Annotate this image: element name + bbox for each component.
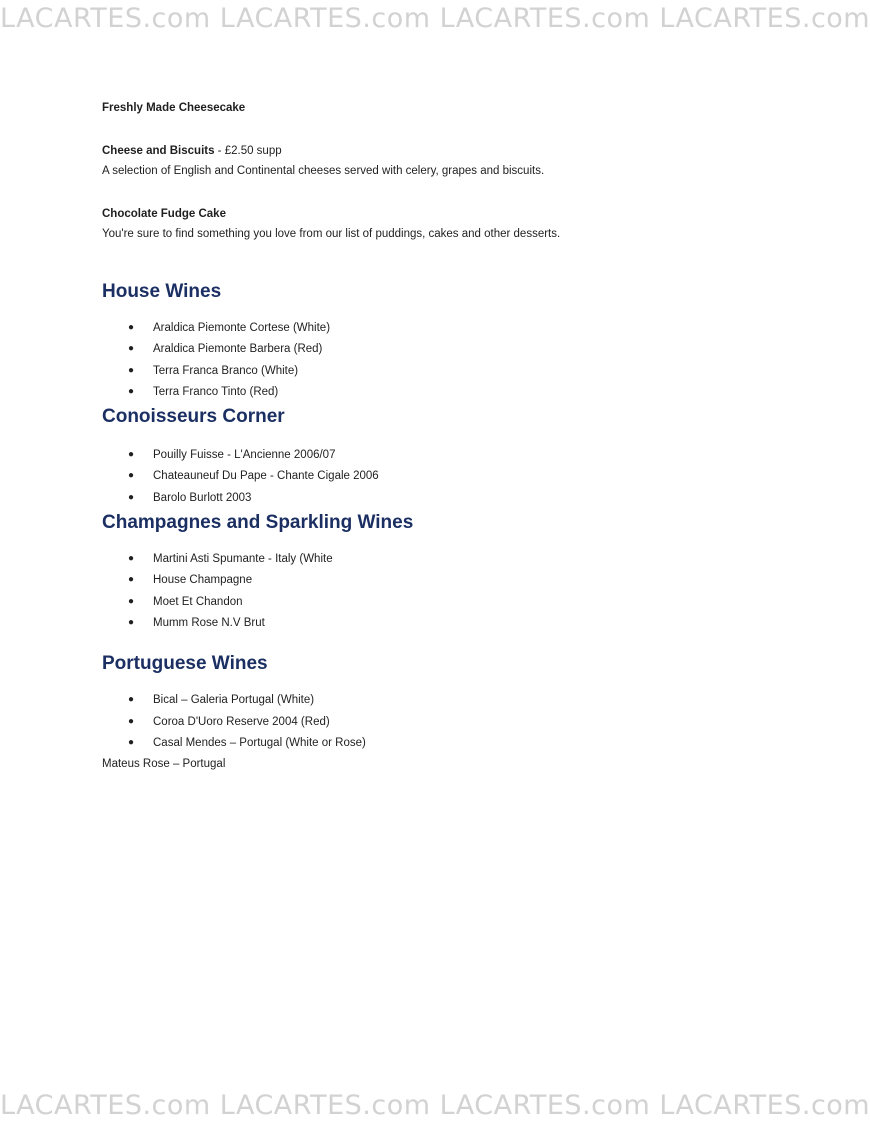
bullet-icon: ● <box>128 385 135 397</box>
list-item <box>128 320 802 341</box>
section-heading: House Wines <box>102 281 222 302</box>
wine-name: Casal Mendes – Portugal (White or Rose) <box>153 736 366 749</box>
list-item <box>128 572 802 593</box>
bullet-icon: ● <box>128 715 135 727</box>
bullet-icon: ● <box>128 616 135 628</box>
wine-name: Chateauneuf Du Pape - Chante Cigale 2006 <box>153 470 379 483</box>
wine-name: Araldica Piemonte Cortese (White) <box>153 322 331 334</box>
dessert-item <box>102 143 802 179</box>
wine-section-champagnes <box>102 511 802 636</box>
dessert-description: You're sure to find something you love from our list of puddings, cakes and other desserts. <box>102 228 561 240</box>
list-item <box>128 490 802 511</box>
list-item <box>128 594 802 615</box>
dessert-title: Freshly Made Cheesecake <box>102 102 246 114</box>
wine-name: Martini Asti Spumante - Italy (White <box>153 553 333 566</box>
bullet-icon: ● <box>128 736 135 748</box>
dessert-item <box>102 206 802 242</box>
section-heading: Portuguese Wines <box>102 653 268 675</box>
wine-section-portuguese <box>102 652 802 772</box>
bullet-icon: ● <box>128 574 135 586</box>
section-heading: Champagnes and Sparkling Wines <box>102 512 414 534</box>
dessert-item <box>102 100 802 116</box>
wine-name: Coroa D'Uoro Reserve 2004 (Red) <box>153 715 330 728</box>
wine-name: Terra Franco Tinto (Red) <box>153 385 279 398</box>
bullet-icon: ● <box>128 449 135 461</box>
bullet-icon: ● <box>128 694 135 706</box>
wine-name: House Champagne <box>153 574 253 587</box>
trailing-wine-line: Mateus Rose – Portugal <box>102 758 226 771</box>
watermark-top: LACARTES.com LACARTES.com LACARTES.com LACARTES.com <box>0 3 870 34</box>
wine-name: Araldica Piemonte Barbera (Red) <box>153 343 323 356</box>
bullet-icon: ● <box>128 491 135 503</box>
wine-list <box>102 551 802 636</box>
list-item <box>128 363 802 384</box>
list-item <box>128 615 802 636</box>
wine-name: Moet Et Chandon <box>153 595 243 608</box>
list-item <box>128 468 802 489</box>
list-item <box>128 551 802 572</box>
wine-name: Terra Franca Branco (White) <box>153 364 299 377</box>
list-item <box>128 384 802 405</box>
bullet-icon: ● <box>128 364 135 376</box>
menu-page-content <box>102 100 802 772</box>
dessert-title: Chocolate Fudge Cake <box>102 208 226 220</box>
wine-name: Barolo Burlott 2003 <box>153 491 252 504</box>
dessert-name: Cheese and Biscuits <box>102 145 215 157</box>
list-item <box>128 735 802 756</box>
wine-section-house <box>102 280 802 405</box>
wine-name: Mumm Rose N.V Brut <box>153 616 265 629</box>
bullet-icon: ● <box>128 470 135 482</box>
bullet-icon: ● <box>128 343 135 355</box>
dessert-description: A selection of English and Continental cheeses served with celery, grapes and biscuits. <box>102 165 545 177</box>
bullet-icon: ● <box>128 595 135 607</box>
wine-name: Bical – Galeria Portugal (White) <box>153 694 315 707</box>
list-item <box>128 341 802 362</box>
wine-section-conoisseurs <box>102 405 802 511</box>
bullet-icon: ● <box>128 553 135 565</box>
wine-name: Pouilly Fuisse - L'Ancienne 2006/07 <box>153 449 336 462</box>
bullet-icon: ● <box>128 322 135 333</box>
dessert-supplement: - £2.50 supp <box>214 145 282 157</box>
list-item <box>128 692 802 713</box>
list-item <box>128 447 802 468</box>
wine-list <box>102 320 802 405</box>
list-item <box>128 714 802 735</box>
section-heading: Conoisseurs Corner <box>102 406 285 428</box>
watermark-bottom: LACARTES.com LACARTES.com LACARTES.com LACARTES.com <box>0 1090 870 1121</box>
wine-list <box>102 692 802 756</box>
wine-list <box>102 447 802 511</box>
dessert-title <box>102 143 802 159</box>
